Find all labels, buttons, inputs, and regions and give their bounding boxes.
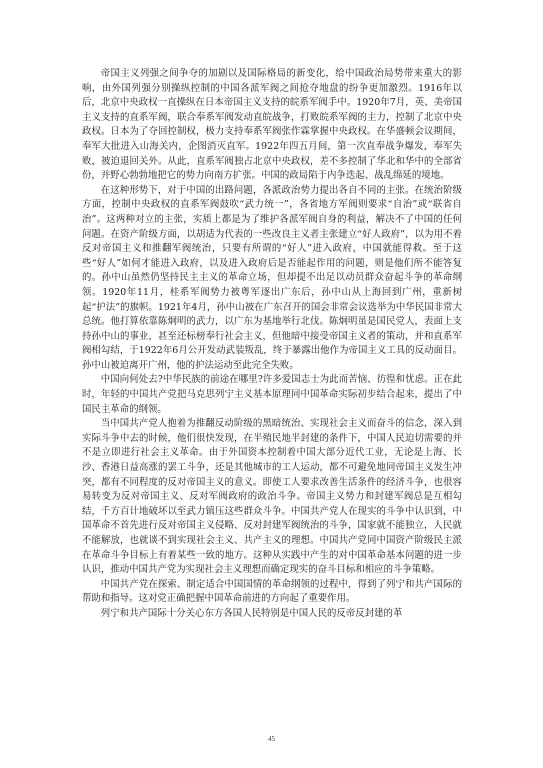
paragraph-1: 帝国主义列强之间争夺的加剧以及国际格局的新变化，给中国政治局势带来重大的影响，由外国列强分别操纵控制的中国各派军阀之间抢夺地盘的纷争更加激烈。1916年以后，北京中央政权一直操纵在日本帝国主义支持的皖系军阀手中。1920年7月，英、美帝国主义支持的直系军阀，联合奉系军阀发动直皖战争，打败皖系军阀的主力，控制了北京中央政权。日本为了夺回控制权，极力支持奉系军阀张作霖掌握中央政权。在华盛顿会议期间，奉军大批进入山海关内，企图消灭直军。1922年四五月间，第一次直奉战争爆发，奉军失败，被迫退回关外。从此，直系军阀独占北京中央政权，差不多控制了华北和华中的全部省份，并野心勃勃地把它的势力向南方扩张。中国的政局陷于内争迭起、战乱绵延的境地。 (82, 68, 462, 182)
body-text (82, 67, 462, 622)
paragraph-4: 当中国共产党人抱着为推翻反动阶级的黑暗统治、实现社会主义而奋斗的信念，深入到实际斗争中去的时候，他们很快发现，在半殖民地半封建的条件下，中国人民迫切需要的并不是立即进行社会主义革命。由于外国资本控制着中国大部分近代工业，无论是上海、长沙、香港日益高涨的罢工斗争，还是其他城市的工人运动，都不可避免地同帝国主义发生冲突，都有不同程度的反对帝国主义的意义。即使工人要求改善生活条件的经济斗争，也很容易转变为反对帝国主义、反对军阀政府的政治斗争。帝国主义势力和封建军阀总是互相勾结，千方百计地破坏以至武力镇压这些群众斗争。中国共产党人在现实的斗争中认识到，中国革命不首先进行反对帝国主义侵略、反对封建军阀统治的斗争，国家就不能独立，人民就不能解放，也就谈不到实现社会主义、共产主义的理想。中国共产党同中国资产阶级民主派在革命斗争目标上有着某些一致的地方。这种从实践中产生的对中国革命基本问题的进一步认识，推动中国共产党为实现社会主义理想而确定现实的奋斗目标和相应的斗争策略。 (82, 418, 462, 576)
paragraph-2: 在这种形势下，对于中国的出路问题，各派政治势力提出各自不同的主张。在统治阶级方面，控制中央政权的直系军阀鼓吹“武力统一”，各省地方军阀则要求“自治”或“联省自治”。这两种对立的主张，实质上都是为了维护各派军阀自身的利益，解决不了中国的任何问题。在资产阶级方面，以胡适为代表的一些改良主义者主张建立“好人政府”，以为用不着反对帝国主义和推翻军阀统治，只要有所谓的“好人”进入政府，中国就能得救。至于这些“好人”如何才能进入政府，以及进入政府后是否能起作用的问题，则是他们所不能答复的。孙中山虽然仍坚持民主主义的革命立场，但却提不出足以动员群众奋起斗争的革命纲领。1920年11月，桂系军阀势力被粤军逐出广东后，孙中山从上海回到广州，重新树起“护法”的旗帜。1921年4月，孙中山被在广东召开的国会非常会议选举为中华民国非常大总统。他打算依靠陈炯明的武力，以广东为基地举行北伐。陈炯明虽是国民党人，表面上支持孙中山的事业，甚至还标榜奉行社会主义，但他暗中接受帝国主义者的策动，并和直系军阀相勾结，于1922年6月公开发动武装叛乱，终于暴露出他作为帝国主义工具的反动面目。孙中山被迫离开广州，他的护法运动至此完全失败。 (82, 184, 462, 371)
paragraph-3: 中国向何处去?中华民族的前途在哪里?许多爱国志士为此而苦恼、彷徨和忧虑。正在此时，年轻的中国共产党把马克思列宁主义基本原理同中国革命实际初步结合起来，提出了中国民主革命的纲领。 (82, 374, 462, 415)
paragraph-6: 列宁和共产国际十分关心东方各国人民特别是中国人民的反帝反封建的革 (100, 607, 403, 619)
page-number: 45 (268, 735, 275, 743)
paragraph-5: 中国共产党在探索、制定适合中国国情的革命纲领的过程中，得到了列宁和共产国际的帮助和指导。这对党正确把握中国革命前进的方向起了重要作用。 (82, 578, 462, 605)
